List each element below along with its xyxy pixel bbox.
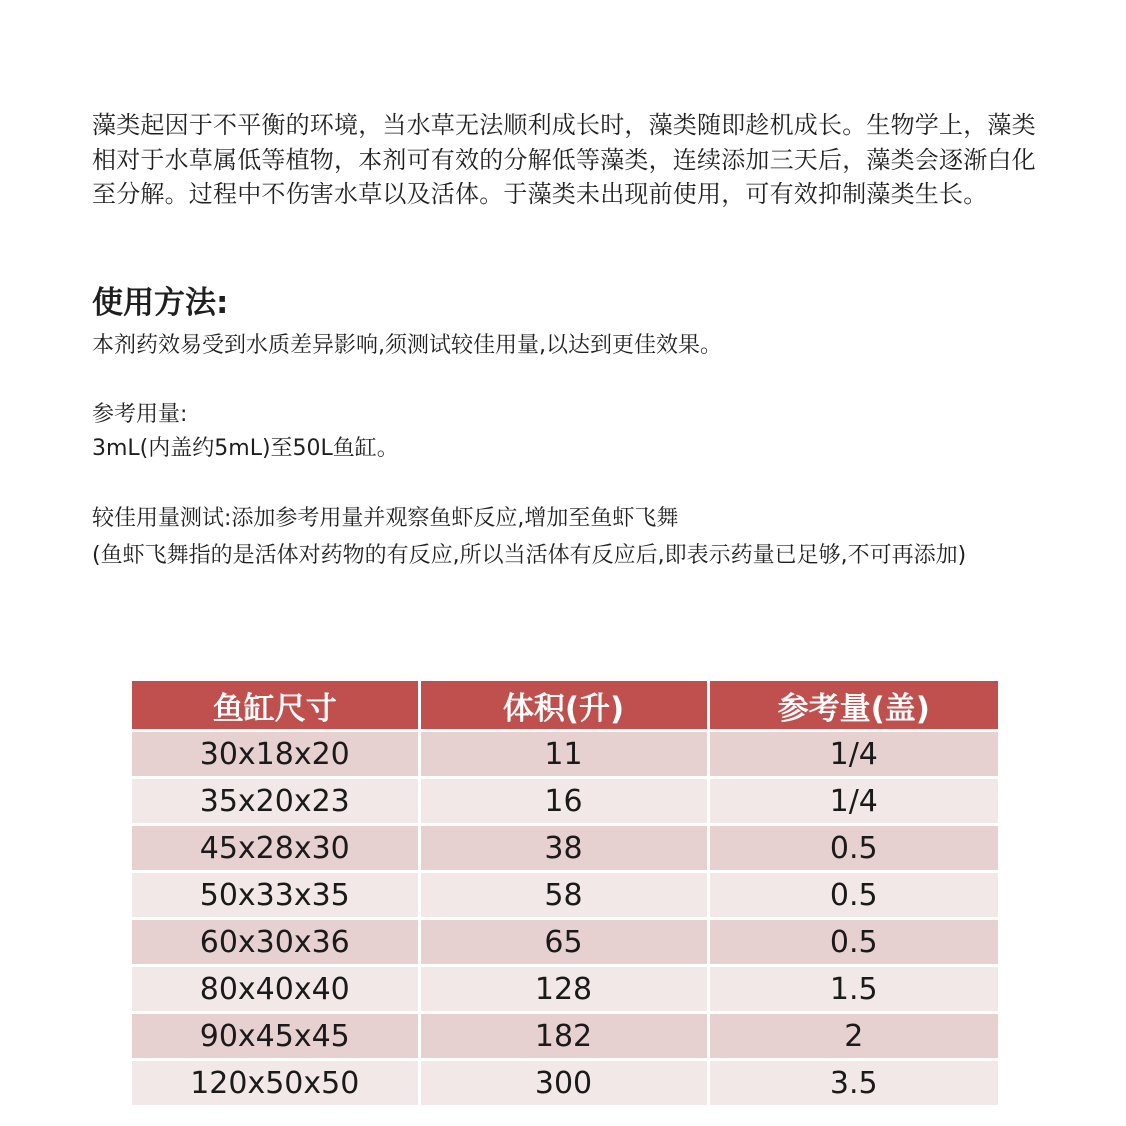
cell-tank-size: 80x40x40	[132, 966, 419, 1013]
cell-tank-size: 45x28x30	[132, 825, 419, 872]
table-row	[132, 731, 998, 778]
cell-dose: 1/4	[708, 778, 998, 825]
reference-dose-value: 3mL(内盖约5mL)至50L鱼缸。	[92, 436, 399, 461]
reference-dose-label: 参考用量:	[92, 402, 188, 427]
cell-tank-size: 90x45x45	[132, 1013, 419, 1060]
header-volume: 体积(升)	[419, 681, 708, 731]
table-row	[132, 1013, 998, 1060]
table-row	[132, 919, 998, 966]
table-row	[132, 825, 998, 872]
cell-volume: 38	[419, 825, 708, 872]
cell-volume: 11	[419, 731, 708, 778]
cell-dose: 1/4	[708, 731, 998, 778]
cell-dose: 0.5	[708, 919, 998, 966]
usage-instruction: 本剂药效易受到水质差异影响,须测试较佳用量,以达到更佳效果。	[92, 333, 722, 358]
cell-tank-size: 35x20x23	[132, 778, 419, 825]
dosage-table	[132, 681, 998, 1108]
cell-dose: 3.5	[708, 1060, 998, 1107]
table-row	[132, 872, 998, 919]
cell-volume: 128	[419, 966, 708, 1013]
cell-tank-size: 30x18x20	[132, 731, 419, 778]
table-row	[132, 778, 998, 825]
dose-test-instruction: 较佳用量测试:添加参考用量并观察鱼虾反应,增加至鱼虾飞舞	[92, 506, 679, 531]
usage-heading: 使用方法:	[92, 285, 229, 321]
cell-dose: 0.5	[708, 825, 998, 872]
cell-dose: 1.5	[708, 966, 998, 1013]
table-header-row	[132, 681, 998, 731]
cell-volume: 182	[419, 1013, 708, 1060]
intro-paragraph: 藻类起因于不平衡的环境，当水草无法顺利成长时，藻类随即趁机成长。生物学上，藻类相对于水草属低等植物，本剂可有效的分解低等藻类，连续添加三天后，藻类会逐渐白化至分解。过程中不伤害水草以及活体。于藻类未出现前使用，可有效抑制藻类生长。	[92, 111, 1036, 208]
cell-volume: 65	[419, 919, 708, 966]
cell-volume: 300	[419, 1060, 708, 1107]
cell-tank-size: 60x30x36	[132, 919, 419, 966]
dose-test-note: (鱼虾飞舞指的是活体对药物的有反应,所以当活体有反应后,即表示药量已足够,不可再添加)	[92, 543, 967, 568]
cell-volume: 16	[419, 778, 708, 825]
cell-tank-size: 50x33x35	[132, 872, 419, 919]
table-row	[132, 966, 998, 1013]
cell-tank-size: 120x50x50	[132, 1060, 419, 1107]
header-tank-size: 鱼缸尺寸	[132, 681, 419, 731]
header-reference-dose: 参考量(盖)	[708, 681, 998, 731]
table-row	[132, 1060, 998, 1107]
cell-dose: 0.5	[708, 872, 998, 919]
cell-dose: 2	[708, 1013, 998, 1060]
cell-volume: 58	[419, 872, 708, 919]
